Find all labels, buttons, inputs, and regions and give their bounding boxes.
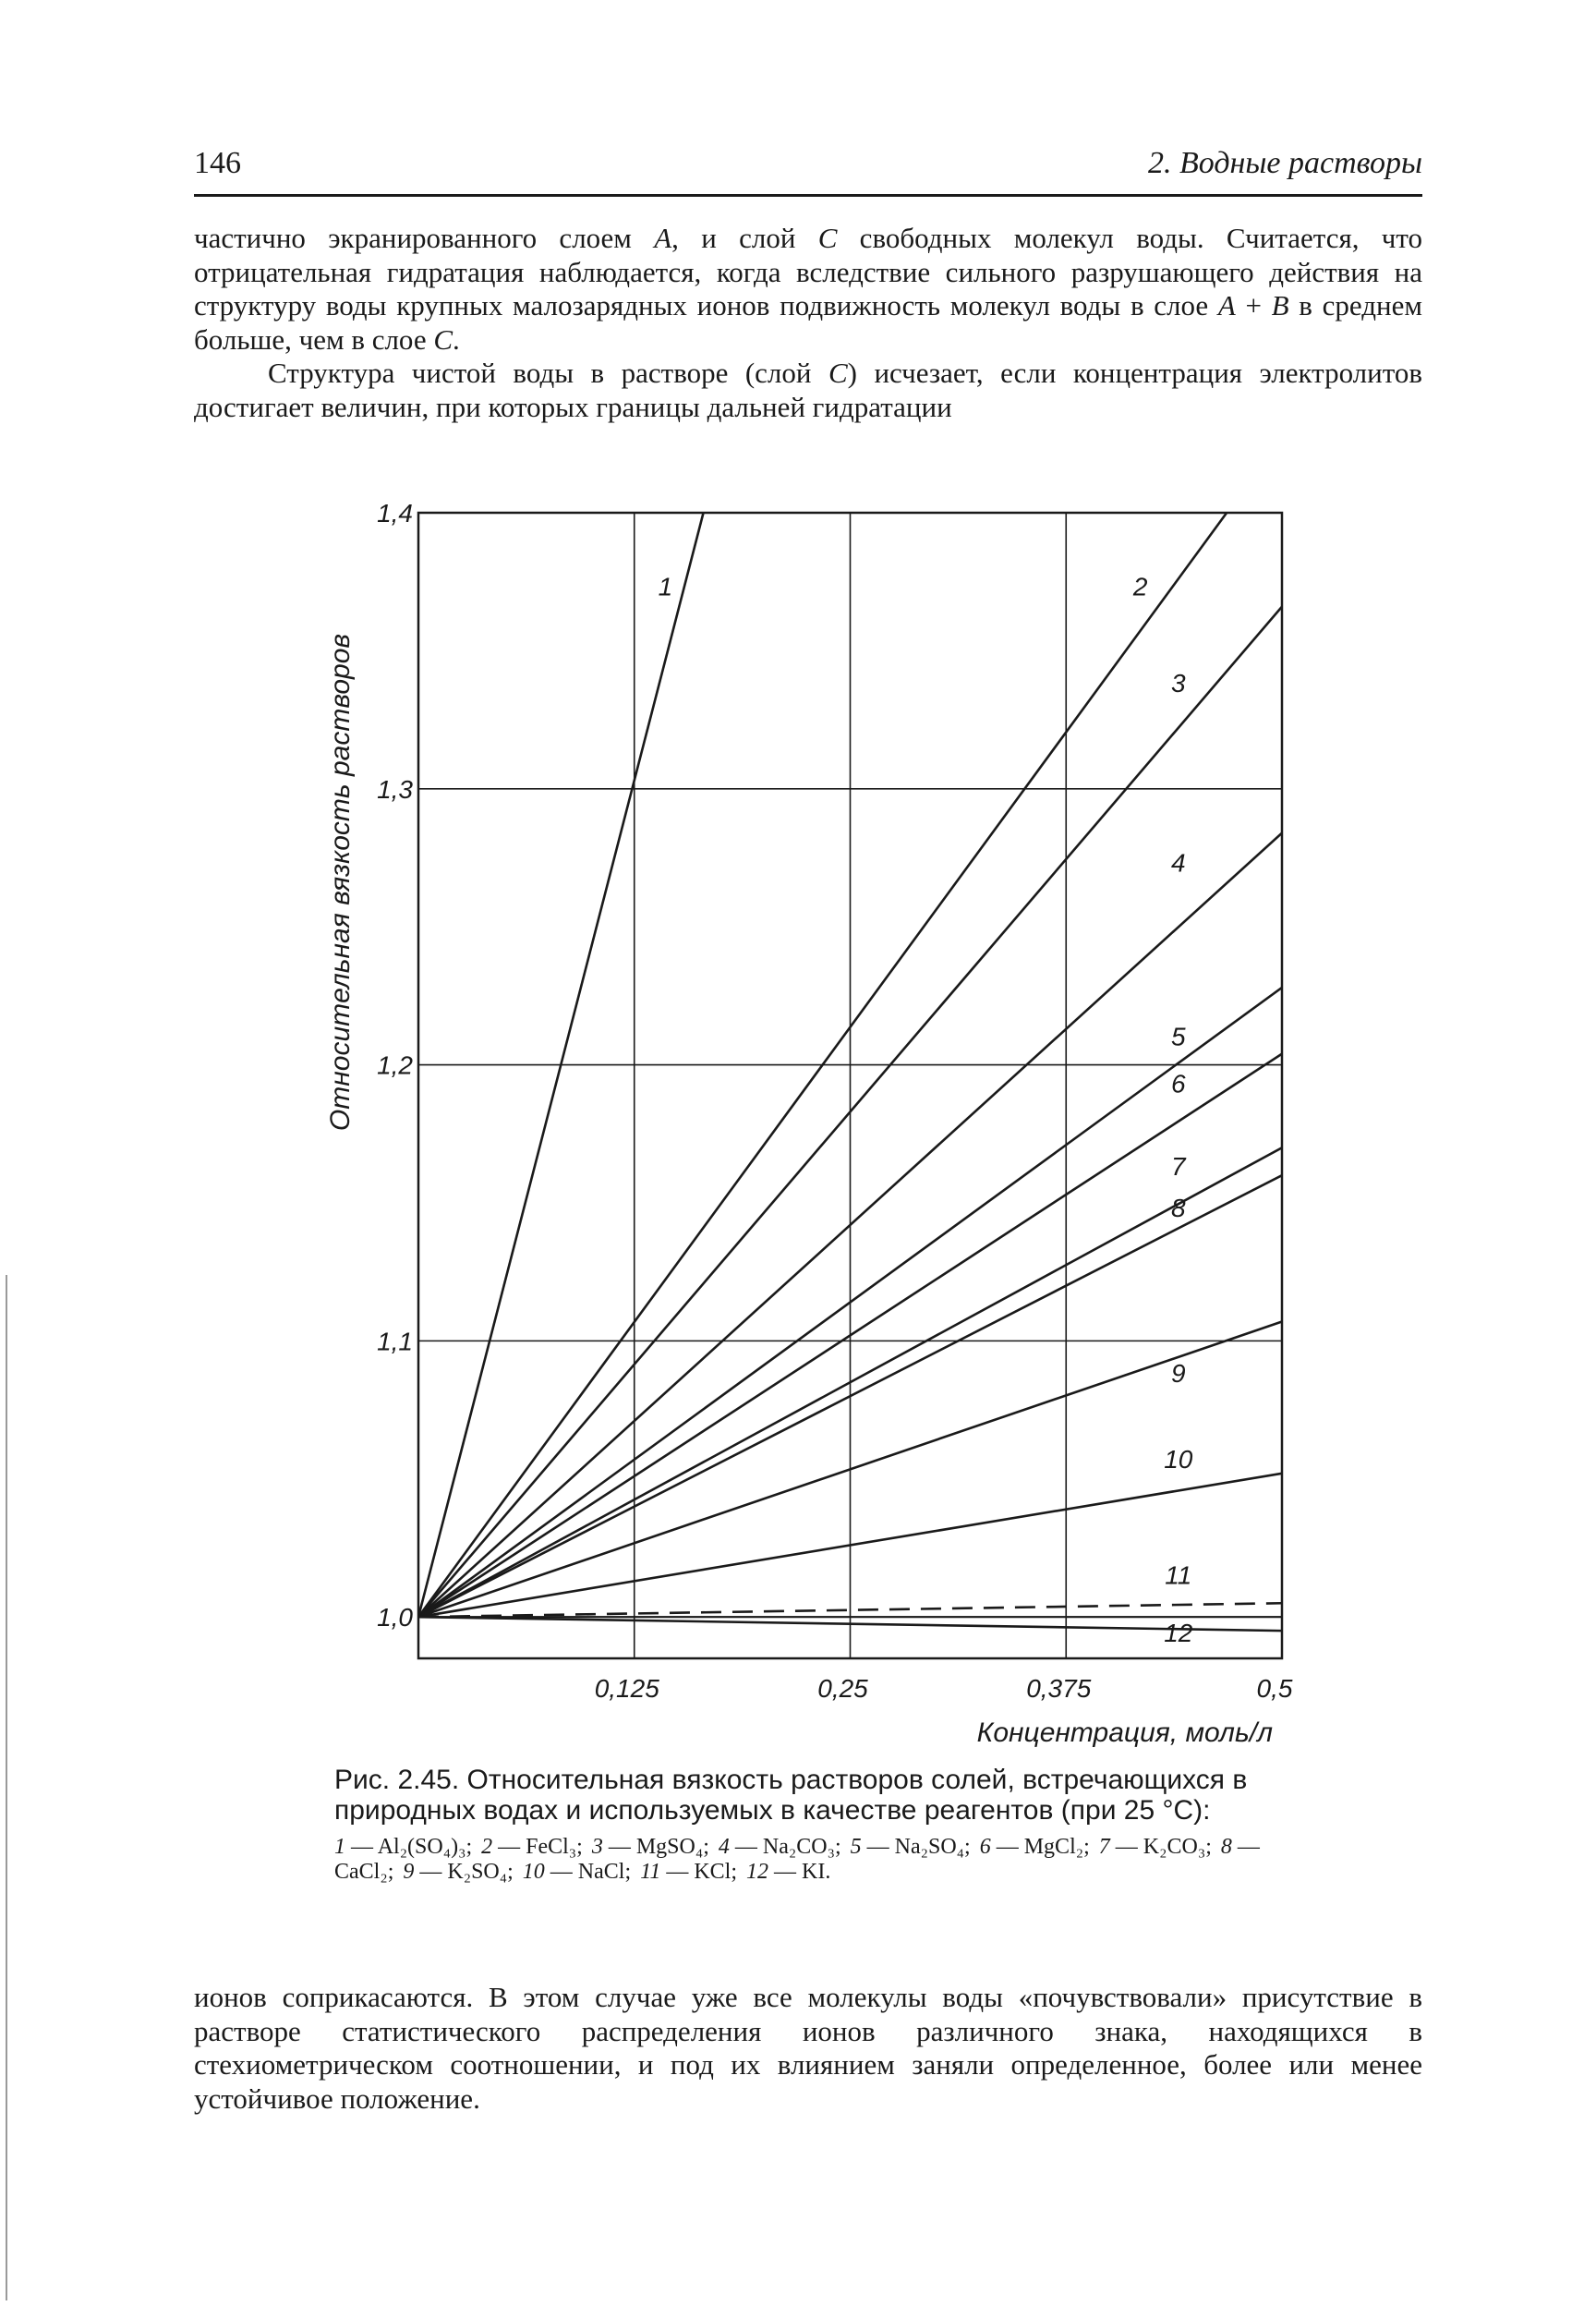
- viscosity-chart: [314, 504, 1330, 1778]
- text-run: , и слой: [671, 222, 818, 254]
- series-label-7: 7: [1171, 1152, 1186, 1182]
- series-label-10: 10: [1164, 1444, 1193, 1474]
- legend-entry: [1099, 1835, 1212, 1859]
- legend-entry: [481, 1835, 583, 1859]
- x-tick-label: 0,25: [817, 1674, 868, 1703]
- x-tick-label: 0,375: [1026, 1674, 1092, 1703]
- legend-formula: Na₂SO₄;: [894, 1835, 971, 1859]
- bottom-paragraph: [194, 1981, 1422, 2116]
- series-label-4: 4: [1171, 848, 1186, 878]
- text-run: A: [1217, 289, 1236, 322]
- legend-formula: Na₂CO₃;: [762, 1835, 841, 1859]
- legend-number: 10: [522, 1860, 545, 1884]
- legend-dash: —: [861, 1835, 895, 1859]
- y-tick-label: 1,0: [377, 1603, 413, 1632]
- legend-formula: MgCl₂;: [1023, 1835, 1090, 1859]
- text-run: в среднем больше, чем в слое: [194, 289, 1422, 356]
- legend-formula: KI.: [802, 1860, 831, 1884]
- legend-number: 2: [481, 1835, 493, 1859]
- series-label-9: 9: [1171, 1359, 1186, 1389]
- legend-dash: —: [1109, 1835, 1143, 1859]
- paragraph-2: [194, 357, 1422, 424]
- paragraph-3: ионов соприкасаются. В этом случае уже все молекулы воды «почувствовали» присутствие в растворе статистического распределения ионов различного знака, находящихся в стехиометрическом соотношении, и под их влиянием заняли определенное, более или менее устойчивое положение.: [194, 1981, 1422, 2115]
- text-run: .: [453, 322, 460, 356]
- series-label-3: 3: [1171, 669, 1186, 698]
- series-label-1: 1: [658, 572, 673, 601]
- legend-number: 11: [640, 1860, 661, 1884]
- y-tick-label: 1,1: [377, 1327, 413, 1356]
- running-title: 2. Водные растворы: [1148, 146, 1422, 180]
- legend-dash: —: [414, 1860, 448, 1884]
- legend-dash: —: [729, 1835, 763, 1859]
- legend-number: 3: [591, 1835, 603, 1859]
- legend-formula: Al₂(SO₄)₃;: [377, 1835, 473, 1859]
- paragraph-1: [194, 222, 1422, 357]
- y-tick-label: 1,3: [377, 774, 413, 804]
- legend-entry: [746, 1860, 830, 1884]
- y-axis-label: Относительная вязкость растворов: [325, 633, 356, 1132]
- caption-legend: [334, 1835, 1332, 1885]
- series-label-6: 6: [1171, 1069, 1186, 1098]
- legend-dash: —: [345, 1835, 378, 1859]
- legend-number: 12: [746, 1860, 769, 1884]
- x-tick-label: 0,5: [1256, 1674, 1293, 1703]
- page-number: 146: [194, 146, 241, 180]
- legend-entry: [592, 1835, 709, 1859]
- top-paragraphs: [194, 222, 1422, 424]
- legend-entry: [851, 1835, 971, 1859]
- x-tick-label: 0,125: [594, 1674, 659, 1703]
- legend-number: 6: [979, 1835, 991, 1859]
- legend-dash: —: [602, 1835, 636, 1859]
- legend-formula: K₂CO₃;: [1143, 1835, 1212, 1859]
- legend-formula: CaCl₂;: [334, 1860, 394, 1884]
- text-run: B: [1271, 289, 1289, 322]
- series-label-8: 8: [1171, 1193, 1186, 1222]
- legend-formula: KCl;: [694, 1860, 738, 1884]
- legend-entry: [980, 1835, 1090, 1859]
- legend-number: 7: [1098, 1835, 1110, 1859]
- text-run: A: [654, 222, 672, 254]
- legend-formula: NaCl;: [577, 1860, 632, 1884]
- legend-entry: [719, 1835, 841, 1859]
- series-label-11: 11: [1165, 1560, 1192, 1590]
- caption-text: Рис. 2.45. Относительная вязкость растворов солей, встречающихся в природных водах и используемых в качестве реагентов (при 25 °C):: [334, 1765, 1248, 1826]
- legend-number: 8: [1220, 1835, 1232, 1859]
- page-header: [194, 146, 1422, 201]
- series-label-5: 5: [1171, 1022, 1186, 1051]
- legend-dash: —: [492, 1835, 526, 1859]
- legend-entry: [334, 1835, 472, 1859]
- series-label-12: 12: [1164, 1619, 1193, 1648]
- series-label-2: 2: [1132, 572, 1148, 601]
- figure: [314, 504, 1330, 1778]
- legend-formula: FeCl₃;: [526, 1835, 583, 1859]
- text-run: C: [817, 222, 838, 254]
- legend-dash: —: [768, 1860, 803, 1884]
- legend-formula: K₂SO₄;: [447, 1860, 514, 1884]
- header-rule: [194, 194, 1422, 197]
- text-run: ) исчезает, если концентрация электролитов достигает величин, при которых границы дальней гидратации: [194, 357, 1422, 423]
- text-run: частично экранированного слоем: [194, 222, 655, 254]
- legend-dash: —: [544, 1860, 578, 1884]
- legend-number: 5: [850, 1835, 862, 1859]
- figure-caption: [334, 1765, 1332, 1885]
- text-run: Структура чистой воды в растворе (слой: [268, 357, 828, 389]
- legend-number: 4: [718, 1835, 730, 1859]
- scan-edge-line: [6, 1275, 7, 2300]
- legend-entry: [640, 1860, 737, 1884]
- legend-dash: —: [1231, 1835, 1260, 1859]
- text-run: +: [1235, 289, 1272, 322]
- legend-entry: [403, 1860, 513, 1884]
- text-run: C: [828, 357, 848, 389]
- text-run: свободных молекул воды. Считается, что отрицательная гидратация наблюдается, когда вследствие сильного разрушающего действия на структуру воды крупных малозарядных ионов подвижность молекул воды в слое: [194, 222, 1422, 322]
- legend-formula: MgSO₄;: [635, 1835, 709, 1859]
- legend-dash: —: [990, 1835, 1024, 1859]
- legend-number: 9: [403, 1860, 415, 1884]
- legend-dash: —: [660, 1860, 695, 1884]
- legend-number: 1: [334, 1835, 345, 1859]
- y-tick-label: 1,2: [377, 1050, 413, 1080]
- x-axis-label: Концентрация, моль/л: [976, 1717, 1273, 1748]
- y-tick-label: 1,4: [377, 504, 413, 528]
- legend-entry: [523, 1860, 631, 1884]
- text-run: C: [433, 322, 453, 356]
